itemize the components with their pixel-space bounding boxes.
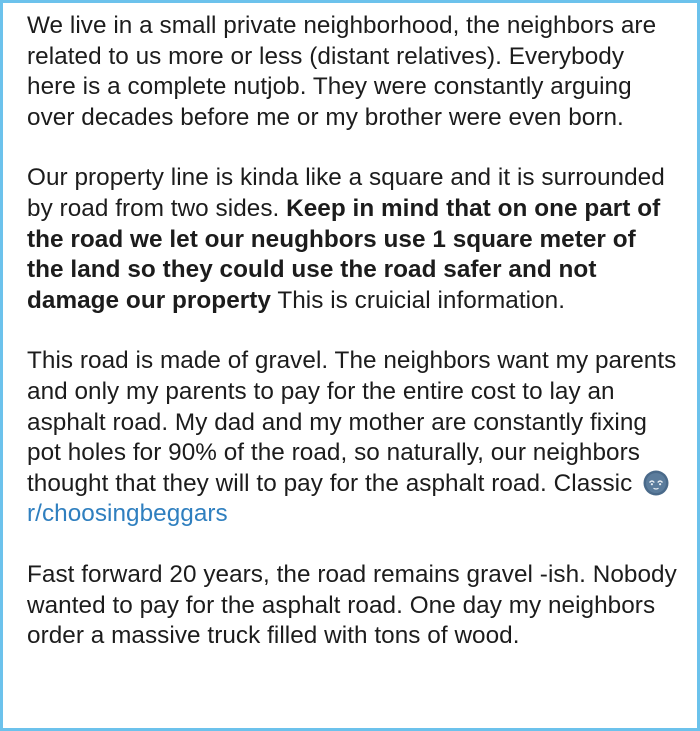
post-body	[27, 11, 677, 652]
paragraph-1	[27, 11, 677, 133]
paragraph-3	[27, 346, 677, 530]
paragraph-2-text-end: This is cruicial information.	[270, 286, 566, 314]
subreddit-link[interactable]: r/choosingbeggars	[27, 500, 228, 528]
paragraph-2-bold-text: Keep in mind that on one part of the road we let our neughbors use 1 square meter of the land so they could use the road safer and not damage our property	[27, 194, 661, 314]
paragraph-4	[27, 560, 677, 652]
paragraph-4-text: Fast forward 20 years, the road remains gravel -ish. Nobody wanted to pay for the asphalt road. One day my neighbors order a massive truck filled with tons of wood.	[27, 560, 677, 650]
paragraph-3-text: This road is made of gravel. The neighbors want my parents and only my parents to pay for the entire cost to lay an asphalt road. My dad and my mother are constantly fixing pot holes for 90% of the road, so naturally, our neighbors thought that they will to pay for the asphalt road. Classic	[27, 347, 677, 497]
paragraph-2	[27, 163, 677, 316]
paragraph-1-text: We live in a small private neighborhood, the neighbors are related to us more or less (distant relatives). Everybody here is a complete nutjob. They were constantly arguing over decades before me or my brother were even born.	[27, 12, 657, 131]
subreddit-avatar-icon[interactable]	[643, 470, 669, 496]
paragraph-2-text-start: Our property line is kinda like a square and it is surrounded by road from two sides.	[27, 164, 665, 222]
